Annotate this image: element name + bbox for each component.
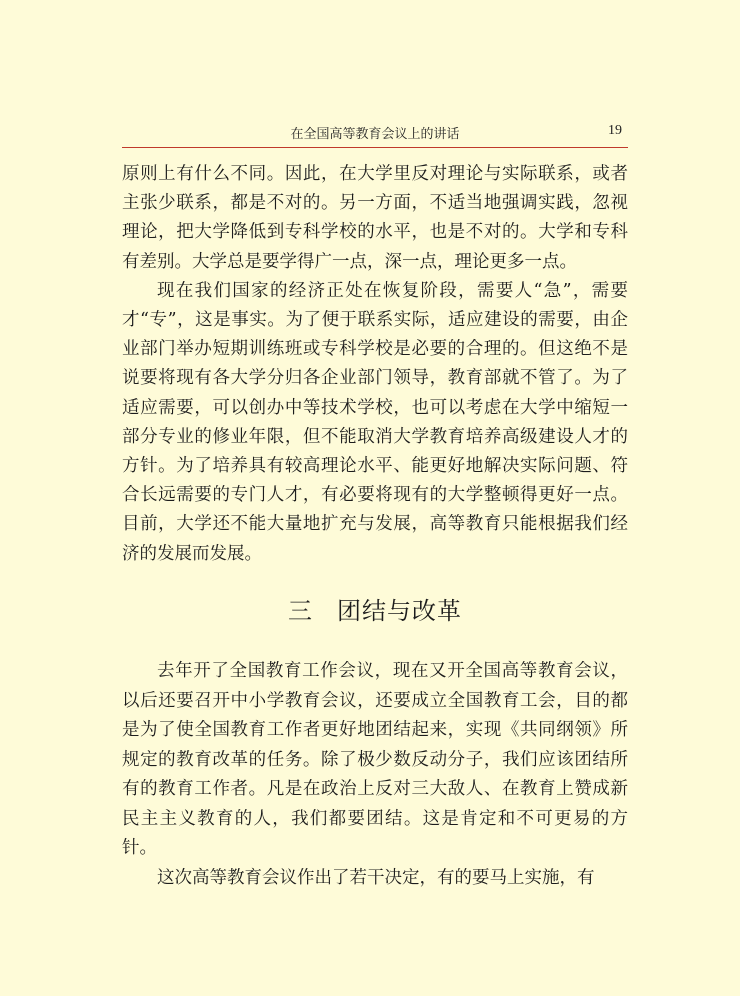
paragraph-continues: 这次高等教育会议作出了若干决定，有的要马上实施，有 bbox=[157, 867, 595, 888]
page-number: 19 bbox=[608, 123, 622, 138]
text-block-before-section bbox=[122, 160, 628, 569]
section-heading bbox=[122, 591, 628, 626]
paragraph: 去年开了全国教育工作会议，现在又开全国高等教育会议，以后还要召开中小学教育会议，还要成立全国教育工会，目的都是为了使全国教育工作者更好地团结起来，实现《共同纲领》所规定的教育改革的任务。除了极少数反动分子，我们应该团结所有的教育工作者。凡是在政治上反对三大敌人、在教育上赞成新民主主义教育的人，我们都要团结。这是肯定和不可更易的方针。 bbox=[122, 661, 628, 858]
section-number: 三 bbox=[288, 597, 313, 625]
section-title: 团结与改革 bbox=[337, 597, 462, 625]
running-header-title: 在全国高等教育会议上的讲话 bbox=[290, 127, 460, 142]
text-block-after-section bbox=[122, 657, 628, 893]
running-header bbox=[122, 121, 628, 148]
paragraph-continued: 原则上有什么不同。因此，在大学里反对理论与实际联系，或者主张少联系，都是不对的。另一方面，不适当地强调实践，忽视理论，把大学降低到专科学校的水平，也是不对的。大学和专科有差别。大学总是要学得广一点，深一点，理论更多一点。 bbox=[122, 164, 628, 272]
paragraph: 现在我们国家的经济正处在恢复阶段，需要人“急”，需要才“专”，这是事实。为了便于联系实际，适应建设的需要，由企业部门举办短期训练班或专科学校是必要的合理的。但这绝不是说要将现有各大学分归各企业部门领导，教育部就不管了。为了适应需要，可以创办中等技术学校，也可以考虑在大学中缩短一部分专业的修业年限，但不能取消大学教育培养高级建设人才的方针。为了培养具有较高理论水平、能更好地解决实际问题、符合长远需要的专门人才，有必要将现有的大学整顿得更好一点。目前，大学还不能大量地扩充与发展，高等教育只能根据我们经济的发展而发展。 bbox=[122, 280, 628, 564]
